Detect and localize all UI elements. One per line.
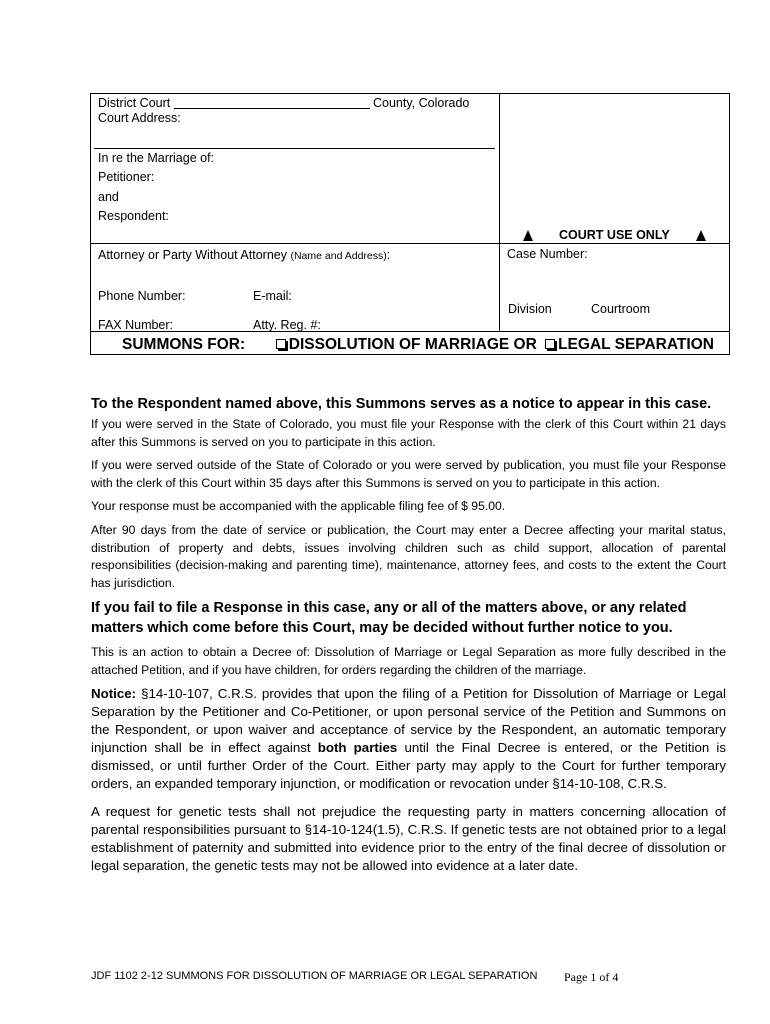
- case-number-label: Case Number:: [507, 247, 588, 261]
- paragraph-served-outside-colorado: If you were served outside of the State of Colorado or you were served by publication, you must file your Response with the clerk of this Court within 35 days after this Summons is served on you to participate in this action.: [91, 458, 726, 490]
- paragraph-filing-fee: Your response must be accompanied with the applicable filing fee of $ 95.00.: [91, 499, 506, 513]
- summons-row-divider: [90, 331, 730, 332]
- separation-option-label: LEGAL SEPARATION: [558, 336, 714, 353]
- atty-reg-label: Atty. Reg. #:: [253, 318, 321, 332]
- attorney-label-colon: :: [386, 248, 391, 262]
- district-court-label: District Court: [98, 96, 171, 110]
- respondent-label: Respondent:: [98, 209, 169, 223]
- paragraph-genetic-tests: A request for genetic tests shall not prejudice the requesting party in matters concerning allocation of parental responsibilities pursuant to §14-10-124(1.5), C.R.S. If genetic tests are not obtained prior to a legal establishment of paternity and submitted into evidence prior to the entry of the final decree of dissolution or legal separation, the genetic tests may not be allowed into evidence at a later date.: [91, 804, 726, 873]
- courtroom-label: Courtroom: [591, 302, 651, 316]
- email-label: E-mail:: [253, 289, 292, 303]
- separation-checkbox[interactable]: [545, 339, 555, 349]
- attorney-section-divider: [90, 243, 730, 244]
- paragraph-90-days: After 90 days from the date of service or publication, the Court may enter a Decree affecting your marital status, distribution of property and debts, issues involving children such as child support, allocation of parental responsibilities (decision-making and parenting time), maintenance, attorney fees, and costs to the extent the Court has jurisdiction.: [91, 523, 726, 590]
- notice-text-bold: both parties: [317, 740, 398, 755]
- up-arrow-icon: [523, 230, 533, 241]
- failure-to-file-heading: If you fail to file a Response in this case, any or all of the matters above, or any related matters which come before this Court, may be decided without further notice to you.: [91, 600, 687, 636]
- attorney-label: [98, 248, 390, 264]
- paragraph-notice: [91, 685, 726, 793]
- and-label: and: [98, 190, 119, 204]
- respondent-notice-heading: To the Respondent named above, this Summons serves as a notice to appear in this case.: [91, 396, 712, 412]
- up-arrow-icon: [696, 230, 706, 241]
- summons-for-row: [122, 336, 714, 354]
- court-address-label: Court Address:: [98, 111, 181, 125]
- dissolution-option-label: DISSOLUTION OF MARRIAGE OR: [288, 336, 537, 353]
- county-label: County, Colorado: [373, 96, 470, 110]
- footer-page-number: Page 1 of 4: [564, 970, 619, 984]
- attorney-label-sub: (Name and Address): [290, 250, 387, 262]
- court-address-rule: [94, 148, 495, 149]
- summons-for-label: SUMMONS FOR:: [122, 336, 246, 353]
- division-label: Division: [508, 302, 552, 316]
- district-court-blank[interactable]: [174, 108, 370, 109]
- petitioner-label: Petitioner:: [98, 170, 155, 184]
- phone-number-label: Phone Number:: [98, 289, 186, 303]
- dissolution-checkbox[interactable]: [276, 339, 286, 349]
- fax-number-label: FAX Number:: [98, 318, 174, 332]
- attorney-label-text: Attorney or Party Without Attorney: [98, 248, 287, 262]
- notice-text-part2: until the Final Decree is entered, or the Petition is dismissed, or until further Order of the Court. Either party may apply to the Court for further temporary orders, an expanded temporary injunction, or modification or revocation under §14-10-108, C.R.S.: [91, 740, 727, 791]
- court-use-only-label: COURT USE ONLY: [559, 228, 670, 242]
- caption-column-divider: [499, 93, 500, 331]
- notice-text-part1: §14-10-107, C.R.S. provides that upon the filing of a Petition for Dissolution of Marriage or Legal Separation by the Petitioner and Co-Petitioner, or upon personal service of the Petition and Summons on the Respondent, or upon waiver and acceptance of service by the Respondent, an automatic temporary injunction shall be in effect against: [91, 686, 726, 755]
- paragraph-action-purpose: This is an action to obtain a Decree of: Dissolution of Marriage or Legal Separation as more fully described in the attached Petition, and if you have children, for orders regarding the children of the marriage.: [91, 645, 726, 677]
- footer-form-id: JDF 1102 2-12 SUMMONS FOR DISSOLUTION OF MARRIAGE OR LEGAL SEPARATION: [91, 970, 538, 982]
- in-re-label: In re the Marriage of:: [98, 151, 215, 165]
- paragraph-served-in-colorado: If you were served in the State of Colorado, you must file your Response with the clerk of this Court within 21 days after this Summons is served on you to participate in this action.: [91, 417, 726, 449]
- notice-label: Notice:: [91, 686, 137, 701]
